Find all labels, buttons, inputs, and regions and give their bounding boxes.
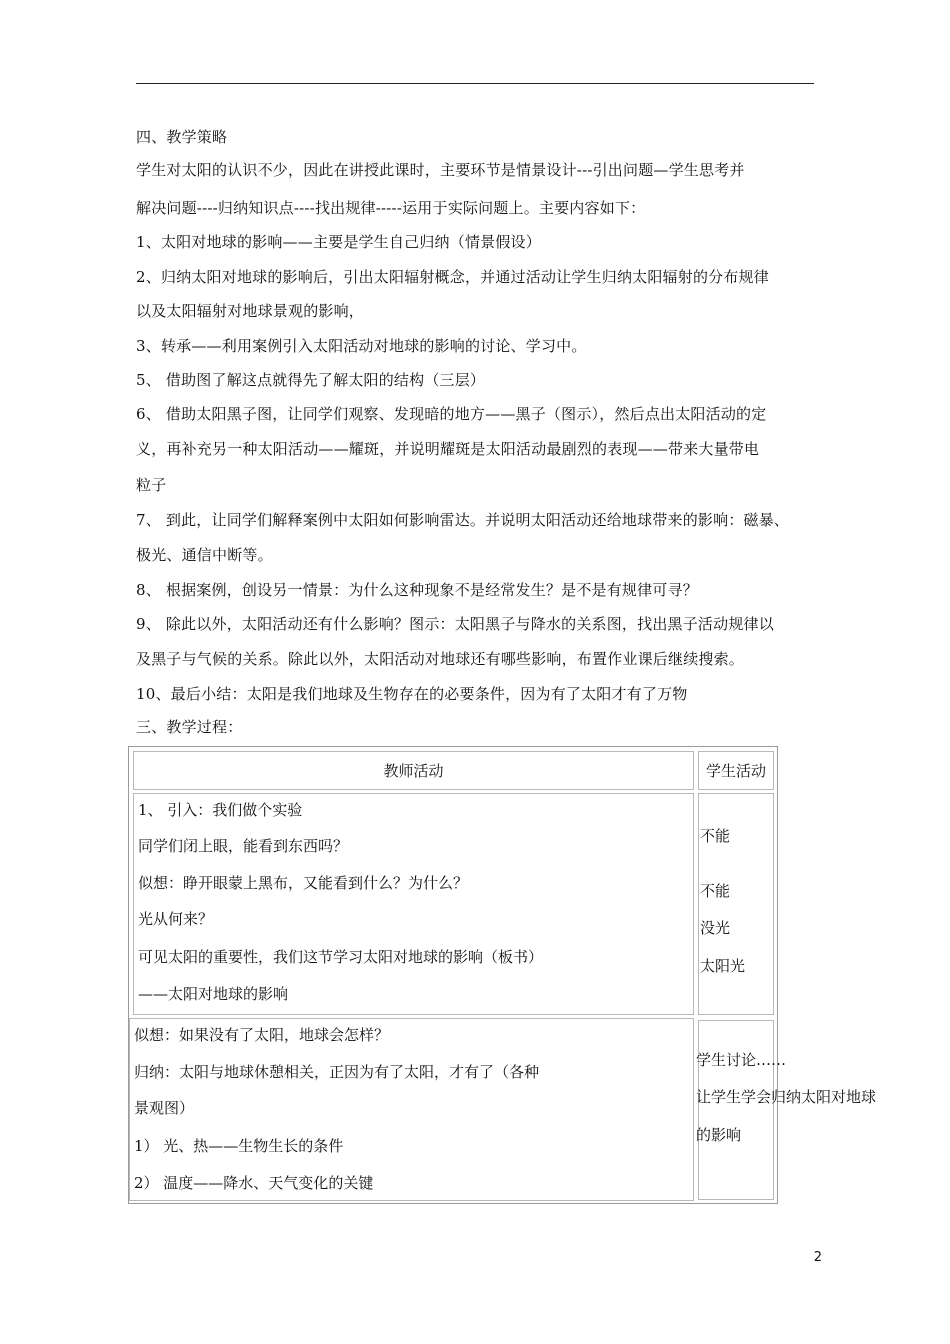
table-cell-student [696, 1020, 877, 1200]
student-line: 让学生学会归纳太阳对地球 [696, 1088, 877, 1106]
strategy-item: 义，再补充另一种太阳活动——耀斑，并说明耀斑是太阳活动最剧烈的表现——带来大量带电 [136, 440, 760, 458]
teacher-line: 同学们闭上眼，能看到东西吗？ [138, 837, 349, 855]
table-cell-teacher [129, 1018, 694, 1201]
table-header-teacher-label: 教师活动 [383, 762, 444, 780]
strategy-item: 以及太阳辐射对地球景观的影响， [136, 302, 365, 320]
table-header-teacher [133, 751, 694, 790]
strategy-item: 极光、通信中断等。 [136, 546, 273, 564]
paragraph-line: 解决问题----归纳知识点----找出规律-----运用于实际问题上。主要内容如下： [136, 199, 646, 217]
strategy-item: 10、最后小结：太阳是我们地球及生物存在的必要条件，因为有了太阳才有了万物 [136, 685, 688, 703]
student-line: 的影响 [696, 1126, 742, 1144]
student-line: 不能 [700, 827, 731, 845]
teacher-line: 似想：如果没有了太阳，地球会怎样？ [134, 1026, 390, 1044]
strategy-item: 3、转承——利用案例引入太阳活动对地球的影响的讨论、学习中。 [136, 337, 587, 355]
page-number: 2 [813, 1250, 822, 1265]
student-line: 太阳光 [700, 957, 746, 975]
paragraph-line: 学生对太阳的认识不少，因此在讲授此课时，主要环节是情景设计---引出问题—学生思考并 [136, 161, 745, 179]
strategy-item: 8、 根据案例，创设另一情景：为什么这种现象不是经常发生？是不是有规律可寻？ [136, 581, 698, 599]
teacher-line: 似想：睁开眼蒙上黑布，又能看到什么？为什么？ [138, 874, 469, 892]
section-heading-process: 三、教学过程： [136, 718, 243, 736]
student-line: 学生讨论…… [696, 1051, 787, 1069]
table-header-student-label: 学生活动 [705, 762, 766, 780]
lesson-process-table [128, 746, 877, 1204]
student-line: 不能 [700, 882, 731, 900]
teacher-line: 1） 光、热——生物生长的条件 [134, 1137, 344, 1155]
strategy-item: 粒子 [136, 476, 167, 494]
strategy-item: 1、太阳对地球的影响——主要是学生自己归纳（情景假设） [136, 233, 541, 251]
teacher-line: ——太阳对地球的影响 [138, 985, 289, 1003]
student-line: 没光 [700, 919, 731, 937]
teacher-line: 光从何来？ [138, 910, 214, 928]
teacher-line: 2） 温度——降水、天气变化的关键 [134, 1174, 374, 1192]
header-rule [136, 83, 814, 84]
strategy-item: 9、 除此以外，太阳活动还有什么影响？图示：太阳黑子与降水的关系图，找出黑子活动规律以 [136, 615, 774, 633]
strategy-item: 7、 到此，让同学们解释案例中太阳如何影响雷达。并说明太阳活动还给地球带来的影响：磁暴、 [136, 511, 790, 529]
teacher-line: 可见太阳的重要性，我们这节学习太阳对地球的影响（板书） [138, 948, 544, 966]
table-cell-teacher [133, 793, 694, 1015]
strategy-item: 及黑子与气候的关系。除此以外，太阳活动对地球还有哪些影响，布置作业课后继续搜索。 [136, 650, 745, 668]
strategy-item: 5、 借助图了解这点就得先了解太阳的结构（三层） [136, 371, 486, 389]
table-cell-student [698, 793, 774, 1015]
strategy-item: 2、归纳太阳对地球的影响后，引出太阳辐射概念，并通过活动让学生归纳太阳辐射的分布规律 [136, 268, 769, 286]
teacher-line: 景观图） [134, 1099, 195, 1117]
section-heading-strategy: 四、教学策略 [136, 128, 228, 146]
table-header-student [698, 751, 774, 790]
strategy-item: 6、 借助太阳黑子图，让同学们观察、发现暗的地方——黑子（图示），然后点出太阳活动的定 [136, 405, 767, 423]
teacher-line: 归纳：太阳与地球休憩相关，正因为有了太阳，才有了（各种 [134, 1063, 540, 1081]
teacher-line: 1、 引入：我们做个实验 [138, 801, 303, 819]
